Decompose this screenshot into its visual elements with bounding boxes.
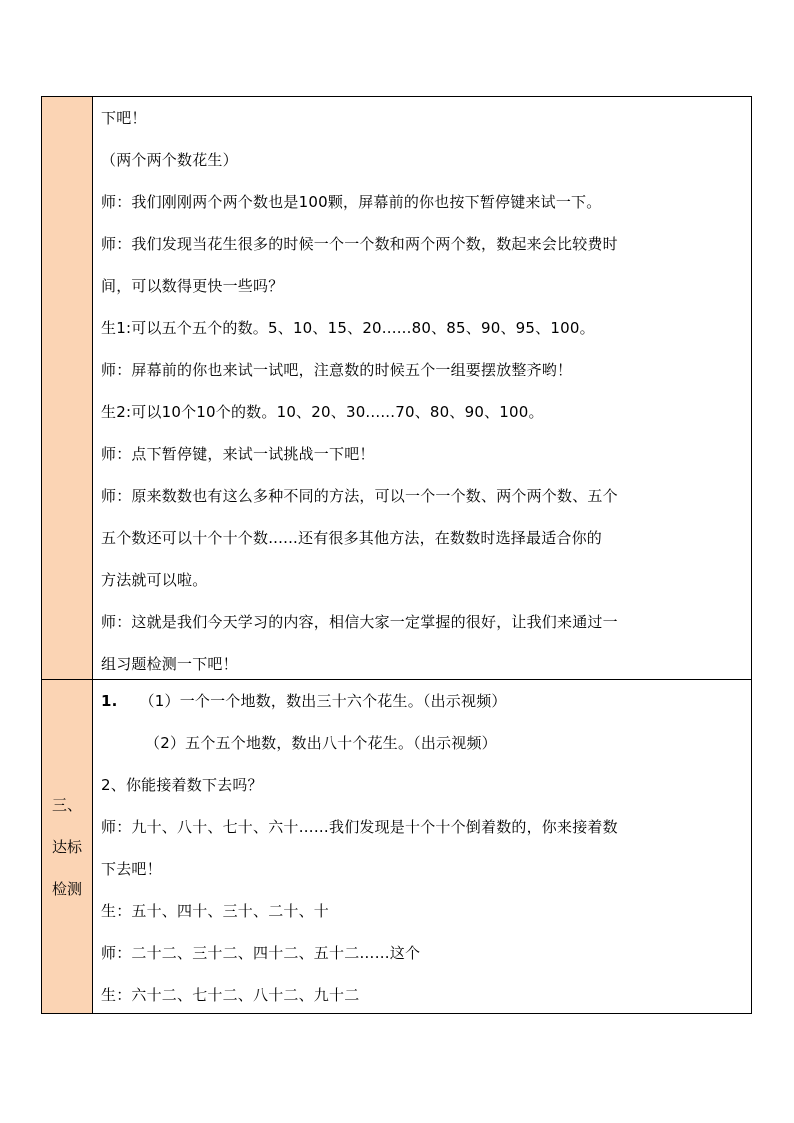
section-label-line: 检测: [51, 879, 82, 898]
text-line: 间，可以数得更快一些吗？: [101, 277, 284, 295]
question-1-part-1: （1）一个一个地数，数出三十六个花生。（出示视频）: [139, 692, 507, 710]
question-1: [101, 680, 745, 722]
text-line: 生2:可以10个10个的数。10、20、30......70、80、90、100。: [101, 403, 544, 421]
question-1-part-2: （2）五个五个地数，数出八十个花生。（出示视频）: [145, 734, 497, 752]
lesson-table: [41, 96, 752, 1014]
question-number: 1.: [101, 692, 118, 710]
section-row-2: [42, 679, 751, 1013]
section-label-assessment: [42, 680, 93, 1013]
section-content-1: [93, 97, 751, 679]
text-line: 师：我们刚刚两个两个数也是100颗，屏幕前的你也按下暂停键来试一下。: [101, 193, 602, 211]
text-line: 生1:可以五个五个的数。5、10、15、20......80、85、90、95、100。: [101, 319, 595, 337]
text-line: （两个两个数花生）: [101, 151, 238, 169]
section-content-2: [93, 680, 751, 1013]
text-line: 生：六十二、七十二、八十二、九十二: [101, 986, 360, 1004]
section-label-line: 三、: [51, 795, 82, 814]
section-label-line: 达标: [51, 837, 82, 856]
text-line: 师：点下暂停键，来试一试挑战一下吧！: [101, 445, 375, 463]
section-row-1: [42, 97, 751, 679]
text-line: 师：我们发现当花生很多的时候一个一个数和两个两个数，数起来会比较费时: [101, 235, 618, 253]
text-line: 师：这就是我们今天学习的内容，相信大家一定掌握的很好，让我们来通过一: [101, 613, 618, 631]
text-line: 师：原来数数也有这么多种不同的方法，可以一个一个数、两个两个数、五个: [101, 487, 618, 505]
text-line: 五个数还可以十个十个数......还有很多其他方法，在数数时选择最适合你的: [101, 529, 603, 547]
text-line: 师：屏幕前的你也来试一试吧，注意数的时候五个一组要摆放整齐哟！: [101, 361, 573, 379]
text-line: 生：五十、四十、三十、二十、十: [101, 902, 330, 920]
question-2-title: 2、你能接着数下去吗？: [101, 776, 263, 794]
section-label-cell-empty: [42, 97, 93, 679]
text-line: 方法就可以啦。: [101, 571, 208, 589]
text-line: 下去吧！: [101, 860, 162, 878]
text-line: 师：二十二、三十二、四十二、五十二……这个: [101, 944, 421, 962]
text-line: 师：九十、八十、七十、六十……我们发现是十个十个倒着数的，你来接着数: [101, 818, 618, 836]
text-line: 下吧！: [101, 109, 147, 127]
text-line: 组习题检测一下吧！: [101, 655, 238, 673]
